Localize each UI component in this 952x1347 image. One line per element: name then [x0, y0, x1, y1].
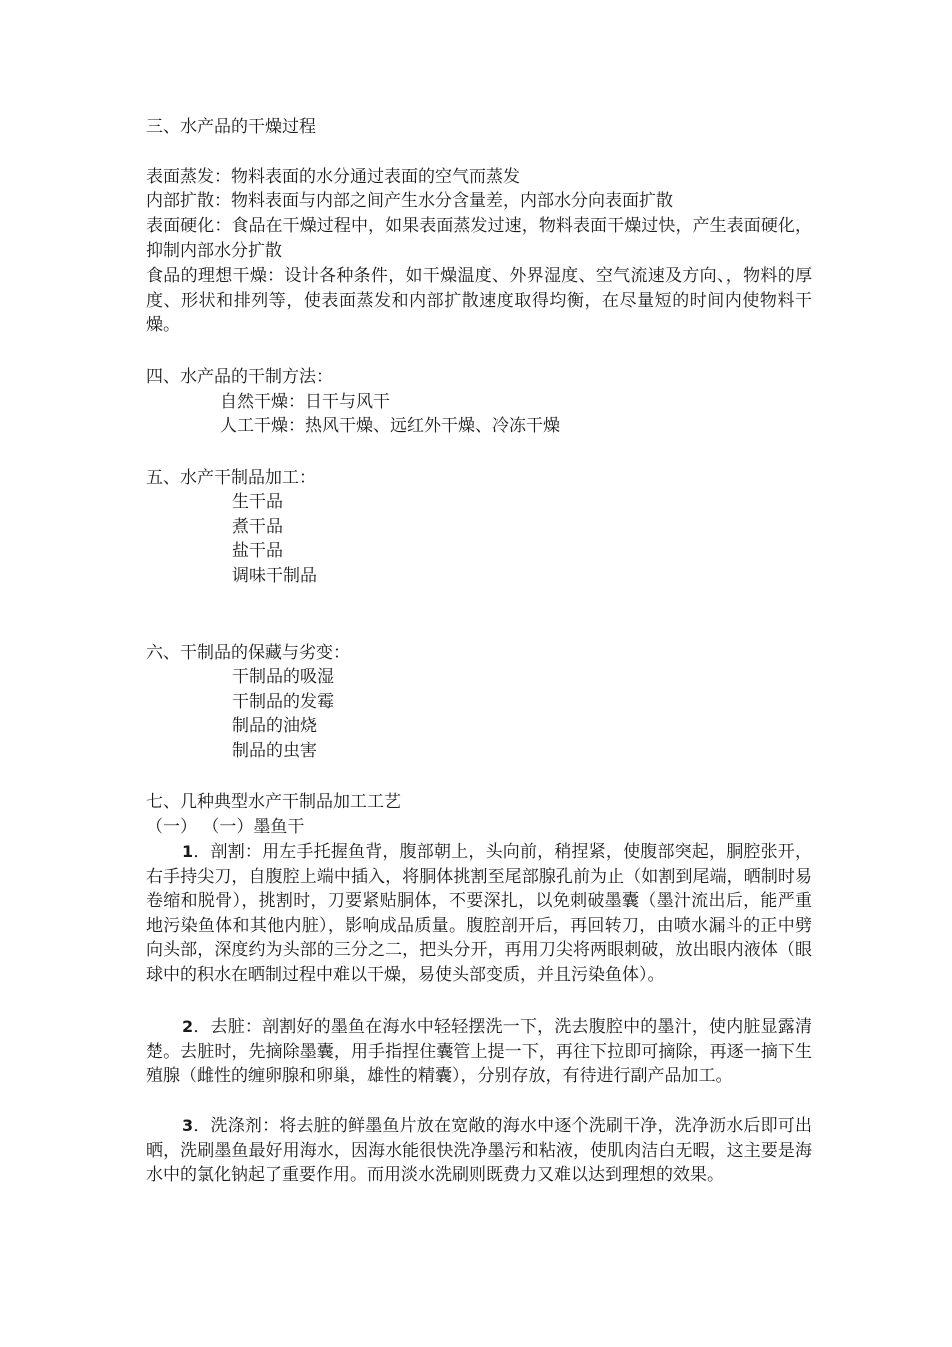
- step-text: ．去脏：剖割好的墨鱼在海水中轻轻摆洗一下，洗去腹腔中的墨汁，使内脏显露清楚。去脏时，先摘除墨囊，用手指捏住囊管上提一下，再往下拉即可摘除，再逐一摘下生殖腺（雌性的缠卵腺和卵巢，雄性的精囊），分别存放，有待进行副产品加工。: [146, 1017, 812, 1086]
- section-7-heading: 七、几种典型水产干制品加工工艺: [146, 792, 401, 812]
- deterioration-item: 干制品的发霉: [232, 692, 334, 712]
- step-text: ．剖割：用左手托握鱼背，腹部朝上，头向前，稍捏紧，使腹部突起，胴腔张开，右手持尖刀，自腹腔上端中插入，将胴体挑割至尾部腺孔前为止（如割到尾端，晒制时易卷缩和脱骨），挑割时，刀要紧贴胴体，不要深扎，以免刺破墨囊（墨汁流出后，能严重地污染鱼体和其他内脏），影响成品质量。腹腔剖开后，再回转刀，由喷水漏斗的正中劈向头部，深度约为头部的三分之二，把头分开，再用刀尖将两眼刺破，放出眼内液体（眼球中的积水在晒制过程中难以干燥，易使头部变质，并且污染鱼体）。: [146, 842, 812, 985]
- product-item: 盐干品: [232, 541, 283, 561]
- deterioration-item: 制品的油烧: [232, 716, 317, 736]
- ideal-drying-paragraph: 食品的理想干燥：设计各种条件，如干燥温度、外界湿度、空气流速及方向、，物料的厚度、形状和排列等，使表面蒸发和内部扩散速度取得均衡，在尽量短的时间内使物料干燥。: [146, 266, 812, 335]
- section-5-heading: 五、水产干制品加工：: [146, 468, 316, 488]
- internal-diffusion-line: 内部扩散：物料表面与内部之间产生水分含量差，内部水分向表面扩散: [146, 191, 673, 211]
- method-artificial-drying: 人工干燥：热风干燥、远红外干燥、冷冻干燥: [220, 416, 560, 436]
- deterioration-item: 制品的虫害: [232, 741, 317, 761]
- product-item: 生干品: [232, 492, 283, 512]
- step-washing-paragraph: [146, 1114, 812, 1188]
- section-3-heading: 三、水产品的干燥过程: [146, 117, 316, 137]
- product-item: 煮干品: [232, 517, 283, 537]
- section-4-heading: 四、水产品的干制方法：: [146, 367, 333, 387]
- section-6-heading: 六、干制品的保藏与劣变：: [146, 643, 350, 663]
- method-natural-drying: 自然干燥：日干与风干: [220, 392, 390, 412]
- surface-evaporation-line: 表面蒸发：物料表面的水分通过表面的空气而蒸发: [146, 167, 520, 187]
- step-gutting-paragraph: [146, 1015, 812, 1089]
- step-number: 3: [182, 1116, 194, 1135]
- step-number: 1: [182, 842, 194, 861]
- deterioration-item: 干制品的吸湿: [232, 667, 334, 687]
- surface-hardening-paragraph: 表面硬化：食品在干燥过程中，如果表面蒸发过速，物料表面干燥过快，产生表面硬化，抑制内部水分扩散: [146, 216, 812, 261]
- product-item: 调味干制品: [232, 566, 317, 586]
- step-cutting-paragraph: [146, 840, 812, 987]
- step-text: ．洗涤剂：将去脏的鲜墨鱼片放在宽敞的海水中逐个洗刷干净，洗净沥水后即可出晒，洗刷墨鱼最好用海水，因海水能很快洗净墨污和粘液，使肌肉洁白无暇，这主要是海水中的氯化钠起了重要作用。而用淡水洗刷则既费力又难以达到理想的效果。: [146, 1116, 812, 1185]
- cuttlefish-subheading: （一） （一）墨鱼干: [146, 817, 305, 837]
- step-number: 2: [182, 1017, 194, 1036]
